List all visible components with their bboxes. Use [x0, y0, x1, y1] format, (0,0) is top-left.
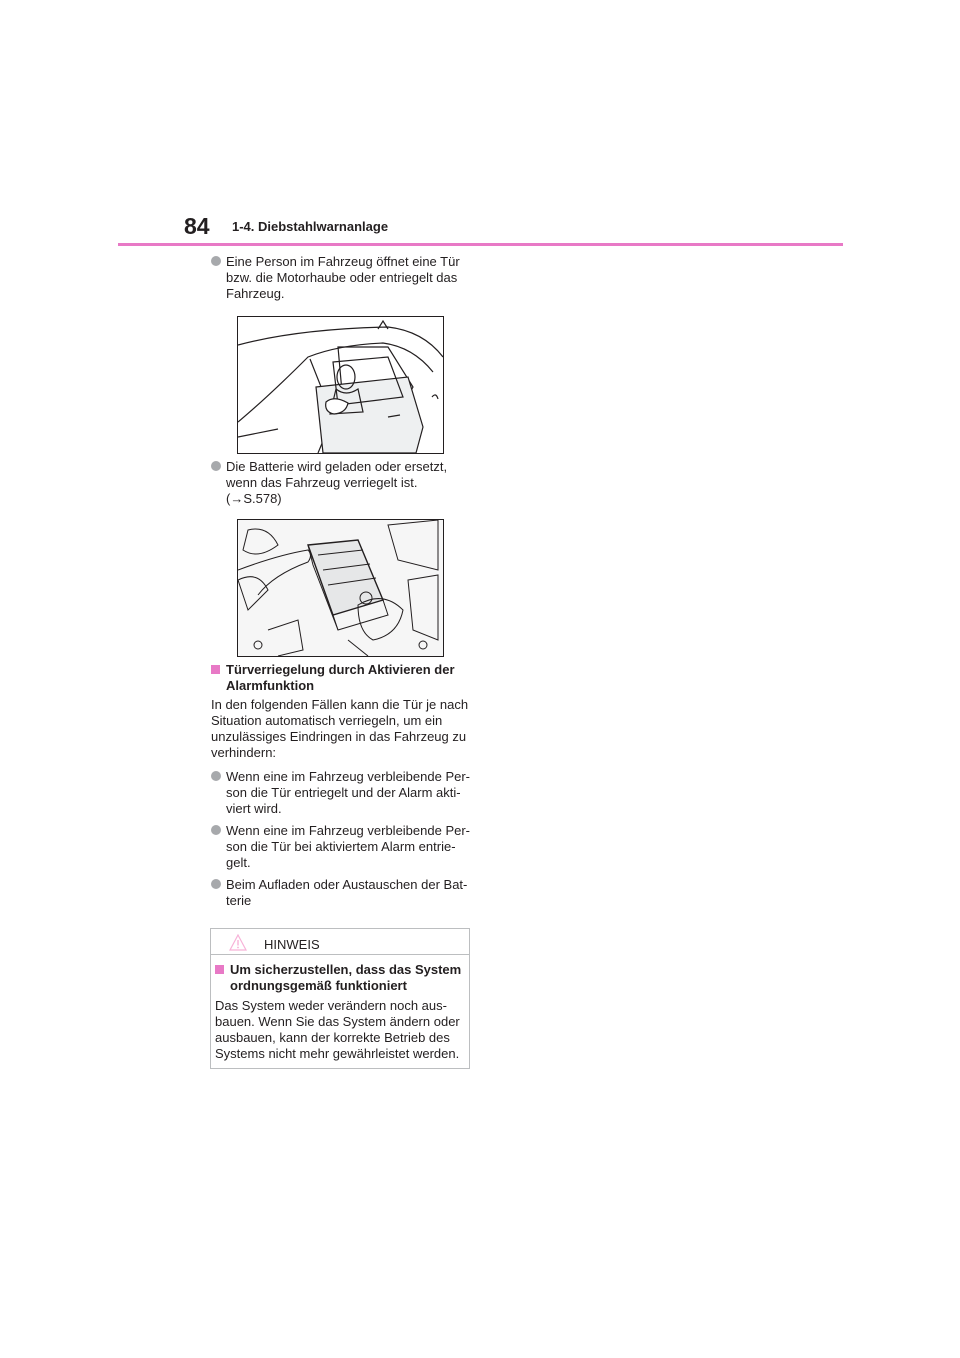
- notice-body: [215, 998, 467, 1062]
- car-door-illustration: [238, 317, 443, 453]
- page-reference: (→S.578): [226, 491, 282, 506]
- section-heading-auto-lock: [211, 662, 471, 694]
- bullet-text: Beim Aufladen oder Austauschen der Bat-terie: [226, 877, 468, 908]
- notice-heading-text: Um sicherzustellen, dass das System ordnungsgemäß funktioniert: [230, 962, 462, 993]
- page-number: 84: [184, 213, 210, 239]
- battery-illustration: [238, 520, 443, 656]
- warning-triangle-icon: [229, 934, 247, 951]
- notice-box: [210, 928, 470, 1069]
- notice-body-text: Das System weder verändern noch aus-bauen. Wenn Sie das System ändern oder ausbauen, kann der korrekte Betrieb des Systems nicht mehr gewährleistet werden.: [215, 998, 460, 1061]
- bullet-battery: [211, 459, 471, 507]
- intro-text: In den folgenden Fällen kann die Tür je nach Situation automatisch verriegeln, um ein unzulässiges Eindringen in das Fahrzeug zu verhindern:: [211, 697, 469, 760]
- notice-heading: [215, 962, 467, 994]
- figure-battery-engine-bay: [237, 519, 444, 657]
- bullet-text: Wenn eine im Fahrzeug verbleibende Per-son die Tür entriegelt und der Alarm akti-viert wird.: [226, 769, 471, 816]
- bullet-text: Eine Person im Fahrzeug öffnet eine Tür bzw. die Motorhaube oder entriegelt das Fahrzeug.: [226, 254, 460, 301]
- bullet-icon: [211, 825, 221, 835]
- bullet-icon: [211, 461, 221, 471]
- notice-header: [211, 929, 469, 955]
- heading-text: Türverriegelung durch Aktivieren der Alarmfunktion: [226, 662, 455, 693]
- bullet-battery-charging: [211, 877, 471, 909]
- header-rule: [118, 243, 843, 246]
- bullet-person-opens-door: [211, 254, 471, 302]
- figure-person-opening-door: [237, 316, 444, 454]
- heading-marker-icon: [211, 665, 220, 674]
- bullet-text: Wenn eine im Fahrzeug verbleibende Per-son die Tür bei aktiviertem Alarm entrie-gelt.: [226, 823, 471, 870]
- bullet-text: Die Batterie wird geladen oder ersetzt, wenn das Fahrzeug verriegelt ist.: [226, 459, 448, 490]
- section-title: 1-4. Diebstahlwarnanlage: [232, 219, 389, 234]
- notice-title: HINWEIS: [264, 937, 320, 952]
- bullet-alarm-activated: [211, 769, 471, 817]
- bullet-icon: [211, 256, 221, 266]
- section-intro: [211, 697, 471, 761]
- heading-marker-icon: [215, 965, 224, 974]
- bullet-icon: [211, 771, 221, 781]
- bullet-icon: [211, 879, 221, 889]
- bullet-alarm-active-unlock: [211, 823, 471, 871]
